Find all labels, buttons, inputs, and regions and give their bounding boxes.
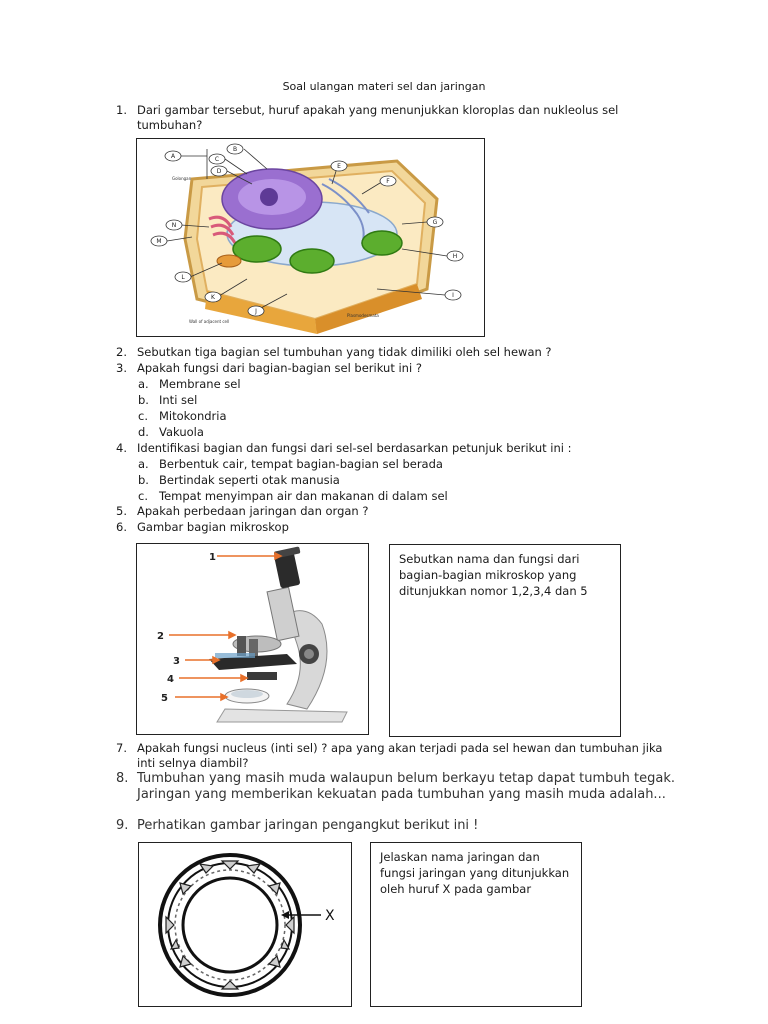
microscope-label-3: 3 (173, 656, 180, 667)
question-number: 9. (116, 818, 129, 833)
question-number: 2. (116, 345, 127, 359)
question-text: Tumbuhan yang masih muda walaupun belum berkayu tetap dapat tumbuh tegak. Jaringan yang memberikan kekuatan pada tumbuhan yang masih muda adalah... (137, 771, 676, 802)
cell-label-h: H (452, 253, 458, 260)
question-text: Sebutkan tiga bagian sel tumbuhan yang tidak dimiliki oleh sel hewan ? (137, 345, 552, 359)
microscope-label-5: 5 (161, 693, 168, 704)
cell-caption-wall: Wall of adjacent cell (189, 319, 230, 324)
question-text: Apakah perbedaan jaringan dan organ ? (137, 504, 369, 518)
question-number: 6. (116, 520, 127, 534)
question-number: 7. (116, 741, 127, 755)
cell-caption-plasmodesmata: Plasmodesmata (347, 313, 379, 318)
question-number: 1. (116, 103, 127, 117)
microscope-label-2: 2 (157, 631, 164, 642)
cell-label-c: C (214, 156, 220, 163)
microscope-label-4: 4 (167, 674, 174, 685)
cell-label-l: L (181, 274, 185, 281)
microscope-prompt-box: Sebutkan nama dan fungsi dari bagian-bagian mikroskop yang ditunjukkan nomor 1,2,3,4 dan 5 (389, 544, 621, 737)
cell-label-a: A (170, 153, 176, 160)
item-letter: b. (138, 393, 149, 407)
question-text: Dari gambar tersebut, huruf apakah yang menunjukkan kloroplas dan nukleolus sel tumbuhan? (137, 103, 619, 132)
item-text: Tempat menyimpan air dan makanan di dalam sel (159, 489, 448, 503)
question-number: 3. (116, 361, 127, 375)
item-text: Inti sel (159, 393, 198, 407)
item-letter: c. (138, 409, 148, 423)
cell-label-g: G (432, 219, 438, 226)
item-text: Membrane sel (159, 377, 241, 391)
question-text: Gambar bagian mikroskop (137, 520, 289, 534)
plant-cell-figure (136, 138, 485, 337)
question-text: Apakah fungsi nucleus (inti sel) ? apa yang akan terjadi pada sel hewan dan tumbuhan jika inti selnya diambil? (137, 741, 663, 770)
question-number: 8. (116, 771, 129, 786)
question-text: Apakah fungsi dari bagian-bagian sel berikut ini ? (137, 361, 422, 375)
cell-caption-golongan: Golongan (172, 176, 192, 181)
page-title: Soal ulangan materi sel dan jaringan (282, 80, 486, 93)
microscope-diagram (137, 544, 368, 734)
vascular-tissue-figure (138, 842, 352, 1007)
item-text: Vakuola (159, 425, 204, 439)
cell-label-d: D (216, 168, 222, 175)
plant-cell-diagram (137, 139, 484, 336)
cell-label-n: N (171, 222, 177, 229)
cell-label-j: J (255, 308, 257, 315)
item-letter: c. (138, 489, 148, 503)
item-letter: a. (138, 457, 149, 471)
cell-label-e: E (337, 163, 341, 170)
cell-label-b: B (232, 146, 238, 153)
microscope-label-1: 1 (209, 552, 216, 563)
item-letter: a. (138, 377, 149, 391)
microscope-figure (136, 543, 369, 735)
cell-label-i: I (452, 292, 454, 299)
cell-label-m: M (156, 238, 162, 245)
vascular-tissue-diagram (139, 843, 351, 1006)
question-number: 5. (116, 504, 127, 518)
question-number: 4. (116, 441, 127, 455)
tissue-prompt-box: Jelaskan nama jaringan dan fungsi jaringan yang ditunjukkan oleh huruf X pada gambar (370, 842, 582, 1007)
cell-label-k: K (211, 294, 215, 301)
question-text: Perhatikan gambar jaringan pengangkut berikut ini ! (137, 818, 479, 833)
cell-label-f: F (386, 178, 390, 185)
question-text: Identifikasi bagian dan fungsi dari sel-sel berdasarkan petunjuk berikut ini : (137, 441, 572, 455)
item-text: Mitokondria (159, 409, 227, 423)
item-letter: d. (138, 425, 149, 439)
item-letter: b. (138, 473, 149, 487)
tissue-label-x: X (325, 908, 335, 924)
item-text: Berbentuk cair, tempat bagian-bagian sel berada (159, 457, 443, 471)
item-text: Bertindak seperti otak manusia (159, 473, 340, 487)
